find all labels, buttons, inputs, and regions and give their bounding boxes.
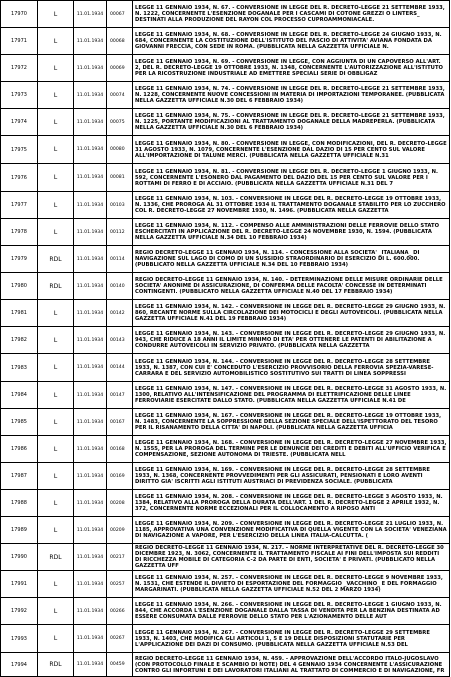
table-row [1,136,450,164]
table-row [1,517,450,544]
act-description-text: LEGGE 11 GENNAIO 1934, N. 147. - CONVERSIONE IN LEGGE DEL R. DECRETO-LEGGE 31 AGOSTO 1933, N. 1300, RELATIVO ALL'INTENSIFICAZIONE DEL PROGRAMMA DI ELETTRIFICAZIONE DELLE LINEE FERROVIARIE ESERCITATE DALLO STATO. (PUBBLICATA NELLA GAZZETTA UFFICIALE N.41 DE [135,386,447,404]
act-code [107,598,133,625]
act-date-text: 11.01.1934 [76,446,104,452]
act-date [74,327,107,354]
act-description-text: LEGGE 11 GENNAIO 1934, N. 75. - CONVERSIONE IN LEGGE DEL R. DECRETO-LEGGE 21 SETTEMBRE 1933, N. 1225, PORTANTE MODIFICAZIONI AL TRATTAMENTO DOGANALE DELLA MADREPERLA. (PUBBLICATA NELLA GAZZETTA UFFICIALE N.30 DEL 6 FEBBRAIO 1934) [135,113,445,131]
act-code [107,109,133,136]
act-code [107,55,133,82]
act-type-text: RDL [49,553,62,561]
act-description [133,598,450,625]
act-type-text: L [53,64,58,72]
table-row [1,192,450,219]
act-code-text: 00257 [110,581,125,587]
act-description [133,544,450,571]
record-number [1,544,38,571]
record-number [1,136,38,164]
act-type [38,409,74,436]
act-type [38,571,74,598]
act-type-text: L [53,607,58,615]
act-description [133,246,450,273]
act-date-text: 11.01.1934 [76,554,104,560]
act-date [74,382,107,409]
act-description [133,354,450,382]
act-code [107,382,133,409]
record-number-text: 17977 [11,202,27,208]
act-description-text: LEGGE 11 GENNAIO 1934, N. 103. - CONVERSIONE IN LEGGE DEL R. DECRETO-LEGGE 19 OTTOBRE 1933, N. 1336, CHE PROROGA AL 31 OTTOBRE 1934 IL TRATTAMENTO DOGANALE STABILITO PER LO ZUCCHERO COL R. DECRETO-LEGGE 27 NOVEMBRE 1930, N. 1496. (PUBBLICATA NELLA GAZZETTA [135,196,446,214]
act-type [38,192,74,219]
act-type-text: L [53,499,58,507]
act-type [38,625,74,653]
act-type [38,28,74,55]
act-type-text: L [53,37,58,45]
act-type [38,1,74,28]
act-description [133,382,450,409]
act-description-text: LEGGE 11 GENNAIO 1934, N. 144. - CONVERSIONE IN LEGGE DEL R. DECRETO-LEGGE 28 SETTEMBRE 1933, N. 1387, CON CUI E' CONCEDUTO L'ESERCIZIO PROVVISORIO DELLA FERROVIA SPEZIA-VARESE-CARRARA E DEL SERVIZIO AUTOMOBILISTICO SOSTITUTIVO SUI TRATTI DI LINEA SOPPRESSI [135,358,434,377]
act-date [74,517,107,544]
act-code [107,327,133,354]
act-date [74,490,107,517]
act-date [74,571,107,598]
act-date [74,109,107,136]
act-description-text: LEGGE 11 GENNAIO 1934, N. 209. - CONVERSIONE IN LEGGE DEL R. DECRETO-LEGGE 21 LUGLIO 1933, N. 1185, APPROVATIVA UNA CONVENZIONE MODIFICATIVA DI QUELLA VIGENTE CON LA SOCIETA' VENEZIANA DI NAVIGAZIONE A VAPORE, PER L'ESERCIZIO DELLA LINEA ITALIA-CALCUTTA. ( [135,521,447,539]
record-number-text: 17971 [11,38,27,44]
act-code [107,409,133,436]
act-type [38,55,74,82]
act-date-text: 11.01.1934 [76,392,104,398]
table-row [1,598,450,625]
record-number [1,354,38,382]
act-date-text: 11.01.1934 [76,11,104,17]
act-code [107,517,133,544]
record-number [1,192,38,219]
act-date-text: 11.01.1934 [76,608,104,614]
table-row [1,28,450,55]
act-description [133,327,450,354]
table-row [1,625,450,653]
act-date [74,82,107,109]
act-code-text: 00266 [110,608,125,614]
act-date [74,354,107,382]
act-description-text: LEGGE 11 GENNAIO 1934, N. 266. - CONVERSIONE IN LEGGE DEL R. DECRETO-LEGGE 1 GIUGNO 1933, N. 844, CHE ACCORDA L'ESENZIONE DOGANALE DALLA TASSA DI VENDITA PER LA BENZINA DESTINATA AD ESSERE CONSUMATA DALLE FERROVIE DELLO STATO PER L'AZIONAMENTO DELLE AUT [135,602,442,620]
act-code-text: 00114 [110,256,125,262]
record-number-text: 17985 [11,419,27,425]
act-date-text: 11.01.1934 [76,229,104,235]
act-date-text: 11.01.1934 [76,283,104,289]
record-number-text: 17970 [11,11,27,17]
record-number [1,490,38,517]
act-code-text: 00208 [110,500,125,506]
act-type [38,219,74,246]
act-type [38,463,74,490]
act-date [74,544,107,571]
record-number [1,598,38,625]
act-code [107,490,133,517]
record-number [1,409,38,436]
act-description [133,55,450,82]
act-type-text: L [53,201,58,209]
act-description-text: LEGGE 11 GENNAIO 1934, N. 112. - COMPENSO ALLE AMMINISTRAZIONI DELLE FERROVIE DELLO STATO ESCHERCITATI IN APPLICAZIONE DEL R. DECRETO-LEGGE 24 NOVEMBRE 1930, N. 1594. (PUBBLICATA NELLA GAZZETTA UFFICIALE N.34 DEL 10 FEBBRAIO 1934) [135,223,440,241]
act-date-text: 11.01.1934 [76,65,104,71]
act-type-text: L [53,10,58,18]
record-number-text: 17988 [11,500,27,506]
act-code [107,136,133,164]
act-code-text: 00143 [110,337,125,343]
act-code [107,273,133,300]
act-type-text: L [53,309,58,317]
act-type [38,382,74,409]
act-code [107,192,133,219]
act-type [38,517,74,544]
act-code-text: 00168 [110,446,125,452]
record-number-text: 17989 [11,527,27,533]
table-row [1,382,450,409]
record-number [1,327,38,354]
act-code [107,300,133,327]
act-description [133,109,450,136]
act-code-text: 00067 [110,11,125,17]
act-description-text: LEGGE 11 GENNAIO 1934, N. 67. - CONVERSIONE IN LEGGE DEL R. DECRETO-LEGGE 21 SETTEMBRE 1933, N. 1222, CONCERNENTE L'ESENZIONE DOGANALE PER I CASCAMI DI COTONE GREZZI O LINTERS_ DESTINATI ALLA PRODUZIONE DEL RAYON COL PROCESSO CUPROAMMONIACALE. [135,5,445,23]
act-date [74,246,107,273]
record-number-text: 17973 [11,92,27,98]
act-description-text: REGIO DECRETO-LEGGE 11 GENNAIO 1934, N. 114. - CONCESSIONE ALLA SOCIETA' _ITALIANA_ DI NAVIGAZIONE SUL LAGO DI COMO DI UN SUSSIDIO STRAORDINARIO DI ESERCIZIO DI L. 600.000. (PUBBLICATO NELLA GAZZETTA UFFICIALE N.34 DEL 10 FEBBRAIO 1934) [135,250,420,268]
act-description-text: LEGGE 11 GENNAIO 1934, N. 168. - CONVERSIONE IN LEGGE DEL R. DECRETO-LEGGE 27 NOVEMBRE 1933, N. 1555, PER LA PROROGA DEL TERMINE PER LE DENUNCIE DEI CREDITI E DEBITI ALL'UFFICIO VERIFICA E COMPENSAZIONE, SEZIONE AUTONOMA DI TRIESTE. (PUBBLICATA NELL [135,440,447,458]
record-number [1,625,38,653]
act-type [38,653,74,677]
record-number-text: 17982 [11,337,27,343]
table-row [1,409,450,436]
act-description [133,517,450,544]
act-type-text: L [53,635,58,642]
record-number [1,109,38,136]
act-description-text: LEGGE 11 GENNAIO 1934, N. 257. - CONVERSIONE IN LEGGE DEL R. DECRETO-LEGGE 9 NOVEMBRE 1933, N. 1531, CHE ESTENDE IL DIVIETO DI ESPORTAZIONE DEL FORMAGGIO _VACCHINO_ E DEL FORMAGGIO MARGARINATI. (PUBBLICATA NELLA GAZZETTA UFFICIALE N.52 DEL 2 MARZO 1934) [135,575,443,593]
act-type-text: RDL [49,282,62,290]
act-description [133,273,450,300]
act-description-text: REGIO DECRETO-LEGGE 11 GENNAIO 1934, N. 140. - DETERMINAZIONE DELLE MISURE ORDINARIE DELLE SOCIETA' ANONIME DI ASSICURAZIONE, DI CONFERMA DELLE FACOLTA' CONCESSE IN DETERMINATI CONTINGENTI. (PUBBLICATO NELLA GAZZETTA UFFICIALE N.40 DEL 17 FEBBRAIO 1934) [135,277,443,295]
act-code-text: 00112 [110,229,125,235]
act-code-text: 00081 [110,175,125,180]
act-code-text: 00069 [110,65,125,71]
record-number-text: 17972 [11,65,27,71]
table-row [1,463,450,490]
table-row [1,300,450,327]
act-code [107,436,133,463]
table-row [1,490,450,517]
act-code [107,653,133,677]
record-number-text: 17974 [11,119,27,125]
record-number-text: 17992 [11,608,27,614]
act-description [133,164,450,192]
record-number [1,164,38,192]
act-type-text: L [53,146,58,153]
act-code-text: 00217 [110,554,125,560]
act-code [107,219,133,246]
record-number-text: 17981 [11,310,27,316]
act-date [74,463,107,490]
act-description [133,409,450,436]
act-description [133,1,450,28]
table-row [1,219,450,246]
act-code-text: 00103 [110,202,125,208]
act-type-text: L [53,418,58,426]
record-number [1,246,38,273]
act-date-text: 11.01.1934 [76,365,104,370]
act-description [133,463,450,490]
record-number-text: 17975 [11,146,27,153]
table-row [1,82,450,109]
act-code [107,544,133,571]
act-code-text: 00209 [110,527,125,533]
act-code [107,1,133,28]
act-date-text: 11.01.1934 [76,636,104,641]
record-number [1,28,38,55]
act-code [107,246,133,273]
record-number-text: 17978 [11,229,27,235]
table-row [1,327,450,354]
act-date [74,1,107,28]
record-number-text: 17990 [11,554,27,560]
act-type-text: RDL [49,661,62,668]
act-description-text: LEGGE 11 GENNAIO 1934, N. 143. - CONVERSIONE IN LEGGE DEL R. DECRETO-LEGGE 29 GIUGNO 1933, N. 943, CHE RIDUCE A 18 ANNI IL LIMITE MINIMO DI ETA' PER OTTENERE LE PATENTI DI ABILITAZIONE A CONDURRE AUTOVEICOLI IN SERVIZIO PRIVATO. (PUBBLICATA NELLA GAZZETTA [135,331,446,349]
act-date [74,598,107,625]
table-row [1,246,450,273]
act-code-text: 00459 [110,662,125,667]
act-description-text: LEGGE 11 GENNAIO 1934, N. 142. - CONVERSIONE IN LEGGE DEL R. DECRETO-LEGGE 29 GIUGNO 1933, N. 860, RECANTE NORME SULLA CIRCOLAZIONE DEI MOTOCICLI E DEGLI AUTOVEICOLI. (PUBBLICATA NELLA GAZZETTA UFFICIALE N.41 DEL 19 FEBBRAIO 1934) [135,304,446,322]
record-number [1,82,38,109]
act-type [38,327,74,354]
record-number-text: 17986 [11,446,27,452]
record-number-text: 17984 [11,392,27,398]
table-row [1,571,450,598]
table-row [1,436,450,463]
act-date [74,300,107,327]
act-type [38,598,74,625]
table-row [1,55,450,82]
act-code-text: 00080 [110,147,125,152]
act-code-text: 00144 [110,365,125,370]
act-type [38,544,74,571]
record-number [1,382,38,409]
act-date-text: 11.01.1934 [76,119,104,125]
act-description-text: LEGGE 11 GENNAIO 1934, N. 74. - CONVERSIONE IN LEGGE DEL R. DECRETO-LEGGE 21 SETTEMBRE 1933, N. 1228, CONCERNENTE NUOVE CONCESSIONI IN MATERIA DI IMPORTAZIONI TEMPORANEE. (PUBBLICATA NELLA GAZZETTA UFFICIALE N.30 DEL 6 FEBBRAIO 1934) [135,86,445,104]
act-code [107,571,133,598]
act-description-text: LEGGE 11 GENNAIO 1934, N. 169. - CONVERSIONE IN LEGGE DEL R. DECRETO-LEGGE 28 SETTEMBRE 1933, N. 1368, CONCERNENTE PROVVEDIMENTI PER GLI ASSICURATI, PENSIONATI E LORO AVENTI DIRITTO GIA' ISCRITTI AGLI ISTITUTI AUSTRIACI DI PREVIDENZA SOCIALE. (PUBBLICATA [135,467,430,485]
act-description-text: LEGGE 11 GENNAIO 1934, N. 69. - CONVERSIONE IN LEGGE, CON AGGIUNTA DI UN CAPOVERSO ALL'ART. 2, DEL R. DECRETO-LEGGE 19 OTTOBRE 1933, N. 1348, CONCERNENTE L'AUTORIZZAZIONE ALL'ISTITUTO PER LA RICOSTRUZIONE INDUSTRIALE AD EMETTERE SPECIALI SERIE DI OBBLIGAZ [135,59,443,77]
act-date [74,136,107,164]
record-number-text: 17979 [11,256,27,262]
table-row [1,354,450,382]
act-date-text: 11.01.1934 [76,310,104,316]
table-row [1,109,450,136]
act-date [74,653,107,677]
act-type-text: RDL [49,255,62,263]
act-type-text: L [53,91,58,99]
act-type-text: L [53,118,58,126]
act-description [133,625,450,653]
record-number [1,300,38,327]
act-description [133,192,450,219]
act-type-text: L [53,526,58,534]
act-description-text: LEGGE 11 GENNAIO 1934, N. 68. - CONVERSIONE IN LEGGE DEL R. DECRETO-LEGGE 24 GIUGNO 1933, N. 684, CONCERNENTE LA COSTITUZIONE DELL'ISTITUTO DEL FASCIO DI ATTIVITA' AVIANA FONDATA DA GIOVANNI FRECCIA, CON SEDE IN ROMA. (PUBBLICATA NELLA GAZZETTA UFFICIALE N. [135,32,442,50]
act-date-text: 11.01.1934 [76,147,104,152]
act-description [133,490,450,517]
table-row [1,544,450,571]
act-description [133,136,450,164]
record-number-text: 17983 [11,364,27,371]
act-description [133,82,450,109]
act-date-text: 11.01.1934 [76,527,104,533]
act-date-text: 11.01.1934 [76,419,104,425]
act-date-text: 11.01.1934 [76,175,104,180]
act-description-text: LEGGE 11 GENNAIO 1934, N. 208. - CONVERSIONE IN LEGGE DEL R. DECRETO-LEGGE 3 AGOSTO 1933, N. 1384, RELATIVO ALLA PROROGA DELLA DURATA DELL'ART. 1 DEL R. DECRETO-LEGGE 2 APRILE 1932, N. 372, CONCERNENTE NORME ECCEZIONALI PER IL COLLOCAMENTO A RIPOSO ANTI [135,494,443,512]
act-date [74,28,107,55]
record-number [1,273,38,300]
record-number-text: 17991 [11,581,27,587]
act-description-text: REGIO DECRETO-LEGGE 11 GENNAIO 1934, N. 459. - APPROVAZIONE DELL'ACCORDO ITALO-JUGOSLAVO (CON PROTOCOLLO FINALE E SCAMBIO DI NOTE) DEL 4 GENNAIO 1934 CONCERNENTE L'ASSICURAZIONE CONTRO GLI INFORTUNI E DEI LAVORATORI ITALIANI AL TRATTATO DI COMMERCIO E DI NAVIGAZIONE, FR [135,655,445,674]
record-number [1,653,38,677]
act-type [38,109,74,136]
act-type-text: L [53,174,58,181]
act-description-text: REGIO DECRETO-LEGGE 11 GENNAIO 1934, N. 217. - NORME INTERPRETATIVE DEL R. DECRETO-LEGGE 30 DICEMBRE 1923, N. 3062, CONCERNENTE IL TRATTAMENTO FISCALE AI FINI DELL'IMPOSTA SUI REDDITI DI RICCHEZZA MOBILE DI CATEGORIA C-2 DA PARTE DI ENTI, SOCIETA' E PRIVATI. (PUBBLICATO NELLA GAZZETTA UFF [135,545,444,569]
record-number [1,571,38,598]
act-type [38,273,74,300]
act-date-text: 11.01.1934 [76,662,104,667]
act-description-text: LEGGE 11 GENNAIO 1934, N. 267. - CONVERSIONE IN LEGGE DEL R. DECRETO-LEGGE 29 SETTEMBRE 1933, N. 1403, CHE MODIFICA GLI ARTICOLI 1, 5 E 19 DELLE DISPOSIZIONI STATUTARIE PER L'APPLICAZIONE DEI DAZI DI CONSUMO. (PUBBLICATA NELLA GAZZETTA UFFICIALE N.53 DEL [135,629,430,648]
act-date-text: 11.01.1934 [76,256,104,262]
table-row [1,653,450,677]
act-type-text: L [53,445,58,453]
record-number-text: 17994 [11,661,27,668]
act-description [133,28,450,55]
act-code-text: 00074 [110,92,125,98]
act-type [38,300,74,327]
act-type [38,354,74,382]
record-number-text: 17980 [11,283,27,289]
act-date [74,273,107,300]
act-description [133,219,450,246]
act-type [38,136,74,164]
act-type-text: L [53,391,58,399]
record-number-text: 17987 [11,473,27,479]
act-type-text: L [53,364,58,371]
record-number [1,219,38,246]
act-type-text: L [53,472,58,480]
act-date [74,164,107,192]
act-code-text: 00068 [110,38,125,44]
record-number [1,517,38,544]
act-code [107,82,133,109]
act-date-text: 11.01.1934 [76,500,104,506]
act-code-text: 00169 [110,473,125,479]
record-number [1,463,38,490]
act-code [107,625,133,653]
act-code-text: 00142 [110,310,125,316]
act-type-text: L [53,580,58,588]
act-code [107,354,133,382]
act-type [38,164,74,192]
act-code [107,463,133,490]
act-description [133,300,450,327]
act-type [38,82,74,109]
act-date-text: 11.01.1934 [76,202,104,208]
act-date [74,219,107,246]
act-date [74,625,107,653]
act-type [38,490,74,517]
act-date-text: 11.01.1934 [76,473,104,479]
act-date [74,55,107,82]
act-code-text: 00075 [110,119,125,125]
table-row [1,164,450,192]
act-type [38,436,74,463]
act-description [133,653,450,677]
act-code [107,28,133,55]
act-description [133,436,450,463]
act-date-text: 11.01.1934 [76,92,104,98]
act-date-text: 11.01.1934 [76,581,104,587]
act-type [38,246,74,273]
record-number [1,436,38,463]
act-date-text: 11.01.1934 [76,337,104,343]
act-code-text: 00147 [110,392,125,398]
act-type-text: L [53,336,58,344]
act-code-text: 00140 [110,283,125,289]
act-code-text: 00167 [110,419,125,425]
record-number [1,55,38,82]
act-date [74,192,107,219]
act-code-text: 00267 [110,636,125,641]
table-row [1,273,450,300]
act-date [74,436,107,463]
record-number [1,1,38,28]
act-description-text: LEGGE 11 GENNAIO 1934, N. 80. - CONVERSIONE IN LEGGE, CON MODIFICAZIONI, DEL R. DECRETO-LEGGE 31 AGOSTO 1933, N. 1079, CONCERNENTE L'ESENZIONE DAL DAZIO DI 15 PER CENTO SUL VALORE ALL'IMPORTAZIONE DI TALUNE MERCI. (PUBBLICATA NELLA GAZZETTA UFFICIALE N.31 [135,140,447,159]
act-description-text: LEGGE 11 GENNAIO 1934, N. 167. - CONVERSIONE IN LEGGE DEL R. DECRETO-LEGGE 19 OTTOBRE 1933, N. 1483, CONCERNENTE LA SOPPRESSIONE DELLA SEZIONE SPECIALE DELL'ISPETTORATO DEL TESORO PER IL RISANAMENTO DELLA CITTA' DI NAPOLI. (PUBBLICATA NELLA GAZZETTA UFFICIA [135,413,442,431]
act-code [107,164,133,192]
act-date-text: 11.01.1934 [76,38,104,44]
act-date [74,409,107,436]
table-row [1,1,450,28]
act-description [133,571,450,598]
record-number-text: 17993 [11,635,27,642]
record-number-text: 17976 [11,174,27,181]
act-type-text: L [53,228,58,236]
act-description-text: LEGGE 11 GENNAIO 1934, N. 81. - CONVERSIONE IN LEGGE DEL R. DECRETO-LEGGE 1 GIUGNO 1933, N. 592, CONCERNENTE L'ESONERO DAL PAGAMENTO DEL DAZIO DEL 15 PER CENTO SUL VALORE PER I ROTTAMI DI FERRO E DI ACCIAIO. (PUBBLICATA NELLA GAZZETTA UFFICIALE N.31 DEL 7 [135,168,438,187]
